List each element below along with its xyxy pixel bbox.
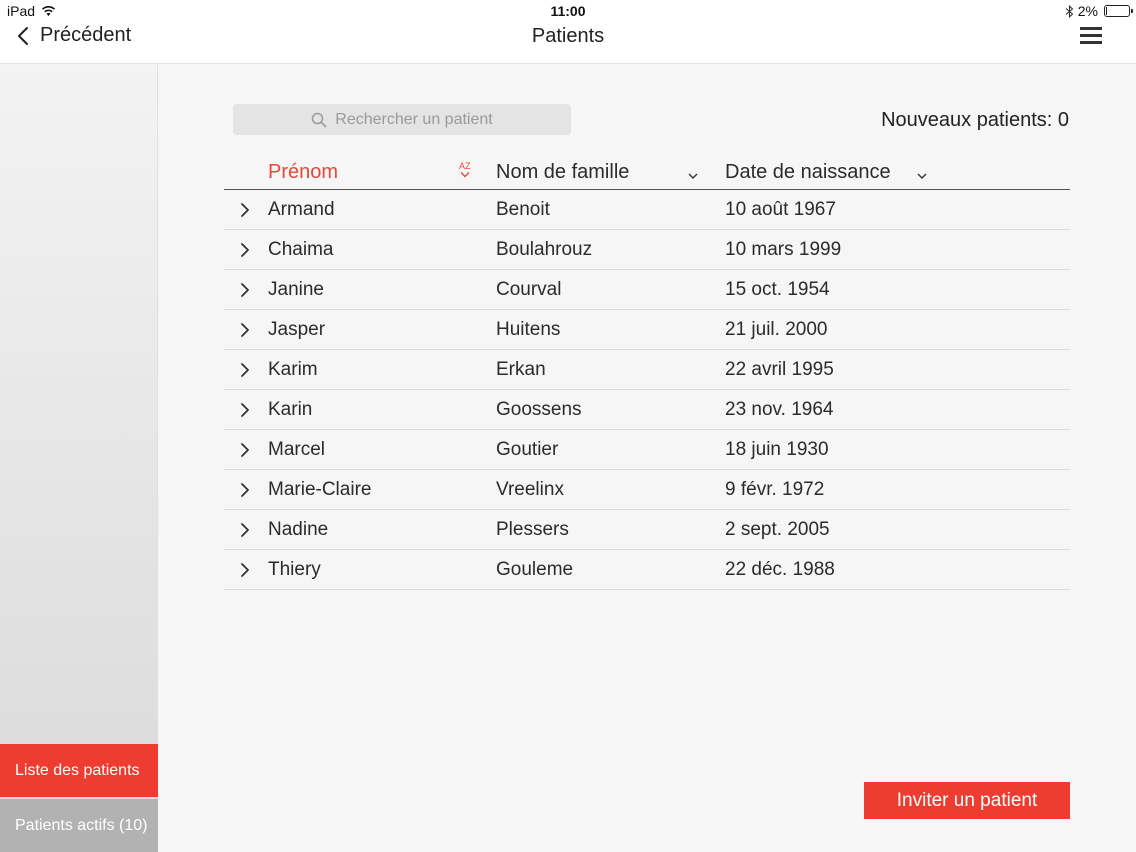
page-title: Patients <box>531 25 605 47</box>
cell-date-of-birth: 23 nov. 1964 <box>725 399 834 420</box>
chevron-right-icon <box>240 202 250 218</box>
table-row[interactable] <box>224 350 1070 390</box>
cell-date-of-birth: 22 déc. 1988 <box>725 559 835 580</box>
header-last-name[interactable]: Nom de famille <box>496 161 630 183</box>
sidebar <box>0 64 158 852</box>
cell-last-name: Plessers <box>496 519 569 540</box>
cell-last-name: Vreelinx <box>496 479 564 500</box>
cell-date-of-birth: 22 avril 1995 <box>725 359 834 380</box>
chevron-right-icon <box>240 362 250 378</box>
sidebar-item-patient-list[interactable] <box>0 744 158 797</box>
cell-date-of-birth: 9 févr. 1972 <box>725 479 825 500</box>
table-body <box>224 190 1070 590</box>
chevron-right-icon <box>240 242 250 258</box>
cell-last-name: Courval <box>496 279 562 300</box>
hamburger-menu-icon[interactable] <box>1080 27 1102 47</box>
search-icon <box>311 112 327 128</box>
cell-last-name: Goutier <box>496 439 559 460</box>
status-time: 11:00 <box>550 3 586 19</box>
new-patients-count: Nouveaux patients: 0 <box>881 109 1069 131</box>
sidebar-item-active-patients[interactable] <box>0 799 158 852</box>
cell-first-name: Chaima <box>268 239 334 260</box>
chevron-right-icon <box>240 282 250 298</box>
bluetooth-icon <box>1065 5 1074 18</box>
chevron-right-icon <box>240 562 250 578</box>
battery-percent: 2% <box>1077 3 1098 19</box>
table-row[interactable] <box>224 270 1070 310</box>
sidebar-item-label: Liste des patients <box>15 761 140 779</box>
table-row[interactable] <box>224 550 1070 590</box>
sort-az-icon[interactable] <box>459 162 471 180</box>
cell-date-of-birth: 10 mars 1999 <box>725 239 842 260</box>
chevron-right-icon <box>240 442 250 458</box>
table-row[interactable] <box>224 230 1070 270</box>
cell-date-of-birth: 10 août 1967 <box>725 199 836 220</box>
cell-last-name: Benoit <box>496 199 550 220</box>
device-label: iPad <box>7 3 36 19</box>
patients-table <box>224 150 1070 590</box>
cell-first-name: Armand <box>268 199 335 220</box>
cell-last-name: Boulahrouz <box>496 239 593 260</box>
cell-first-name: Nadine <box>268 519 329 540</box>
table-row[interactable] <box>224 190 1070 230</box>
table-row[interactable] <box>224 470 1070 510</box>
cell-first-name: Karim <box>268 359 318 380</box>
cell-last-name: Goossens <box>496 399 582 420</box>
cell-first-name: Janine <box>268 279 324 300</box>
back-label: Précédent <box>40 24 132 46</box>
chevron-right-icon <box>240 402 250 418</box>
battery-icon <box>1104 5 1130 17</box>
cell-date-of-birth: 21 juil. 2000 <box>725 319 828 340</box>
chevron-down-icon[interactable] <box>917 172 927 180</box>
table-row[interactable] <box>224 430 1070 470</box>
cell-date-of-birth: 18 juin 1930 <box>725 439 829 460</box>
cell-last-name: Huitens <box>496 319 561 340</box>
table-header <box>224 150 1070 190</box>
chevron-down-icon[interactable] <box>688 172 698 180</box>
cell-first-name: Karin <box>268 399 313 420</box>
table-row[interactable] <box>224 510 1070 550</box>
table-row[interactable] <box>224 310 1070 350</box>
status-bar <box>0 0 1136 22</box>
navigation-bar <box>0 22 1136 64</box>
header-date-of-birth[interactable]: Date de naissance <box>725 161 891 183</box>
chevron-right-icon <box>240 522 250 538</box>
invite-patient-button[interactable]: Inviter un patient <box>864 782 1070 819</box>
sidebar-item-label: Patients actifs (10) <box>15 816 148 834</box>
cell-date-of-birth: 15 oct. 1954 <box>725 279 830 300</box>
cell-last-name: Erkan <box>496 359 546 380</box>
status-right <box>1065 3 1130 19</box>
search-input[interactable] <box>233 104 571 135</box>
cell-last-name: Gouleme <box>496 559 574 580</box>
search-placeholder: Rechercher un patient <box>335 110 493 128</box>
battery-fill <box>1106 7 1107 15</box>
chevron-right-icon <box>240 482 250 498</box>
cell-first-name: Marcel <box>268 439 326 460</box>
sort-label: AZ <box>459 161 471 171</box>
cell-first-name: Thiery <box>268 559 321 580</box>
chevron-right-icon <box>240 322 250 338</box>
cell-first-name: Marie-Claire <box>268 479 372 500</box>
cell-date-of-birth: 2 sept. 2005 <box>725 519 830 540</box>
cell-first-name: Jasper <box>268 319 326 340</box>
header-first-name[interactable]: Prénom <box>268 161 339 183</box>
table-row[interactable] <box>224 390 1070 430</box>
